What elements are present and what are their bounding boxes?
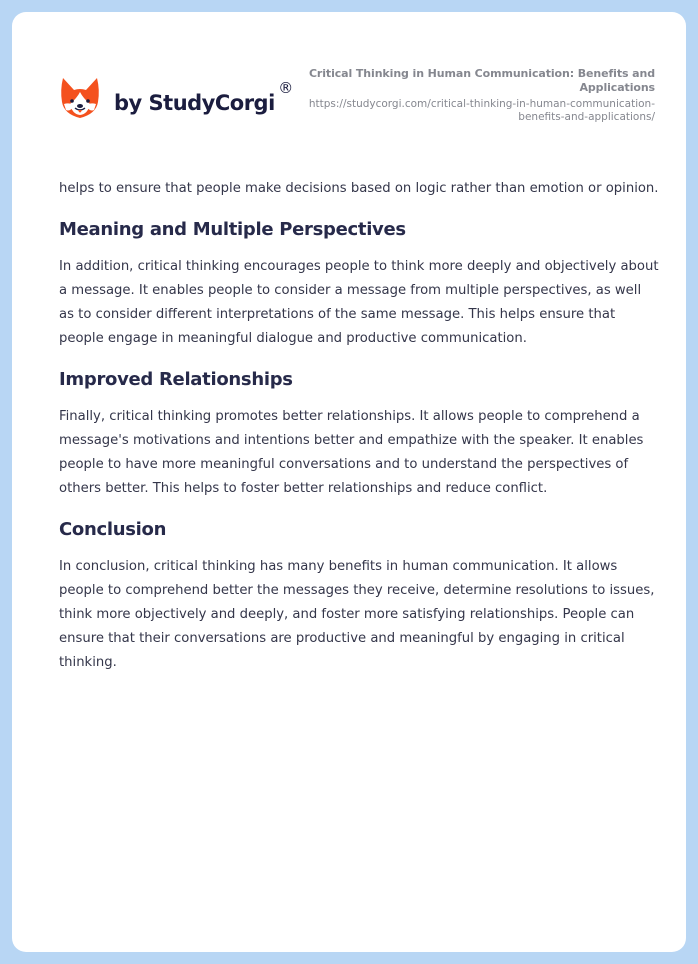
intro-paragraph: helps to ensure that people make decisions based on logic rather than emotion or opinion. [59,181,659,196]
section-paragraph-conclusion: In conclusion, critical thinking has many benefits in human communication. It allows people to comprehend better the messages they receive, determine resolutions to issues, think more objectively and deeply, and foster more satisfying relationships. People can ensure that their conversations are productive and meaningful by engaging in critical thinking. [59,559,655,670]
section-heading-conclusion: Conclusion [59,519,167,540]
document-url[interactable]: https://studycorgi.com/critical-thinking-in-human-communication-benefits-and-applications/ [308,98,655,123]
section-heading-relationships: Improved Relationships [59,369,293,390]
section-paragraph-relationships: Finally, critical thinking promotes better relationships. It allows people to comprehend a message's motivations and intentions better and empathize with the speaker. It enables people to have more meaningful conversations and to understand the perspectives of others better. This helps to foster better relationships and reduce conflict. [59,409,644,496]
logo-text: by StudyCorgi ® [114,79,293,115]
document-page [12,12,686,952]
page-header [12,12,686,152]
section-paragraph-meaning: In addition, critical thinking encourages people to think more deeply and objectively about a message. It enables people to consider a message from multiple perspectives, as well as to consider different interpretations of the same message. This helps ensure that people engage in meaningful dialogue and productive communication. [59,259,659,346]
corgi-icon [60,76,100,120]
document-meta [295,67,655,124]
registered-mark: ® [278,79,293,97]
document-title: Critical Thinking in Human Communication: Benefits and Applications [308,67,655,94]
studycorgi-logo[interactable] [60,76,293,120]
document-body [59,177,659,675]
section-heading-meaning: Meaning and Multiple Perspectives [59,219,406,240]
